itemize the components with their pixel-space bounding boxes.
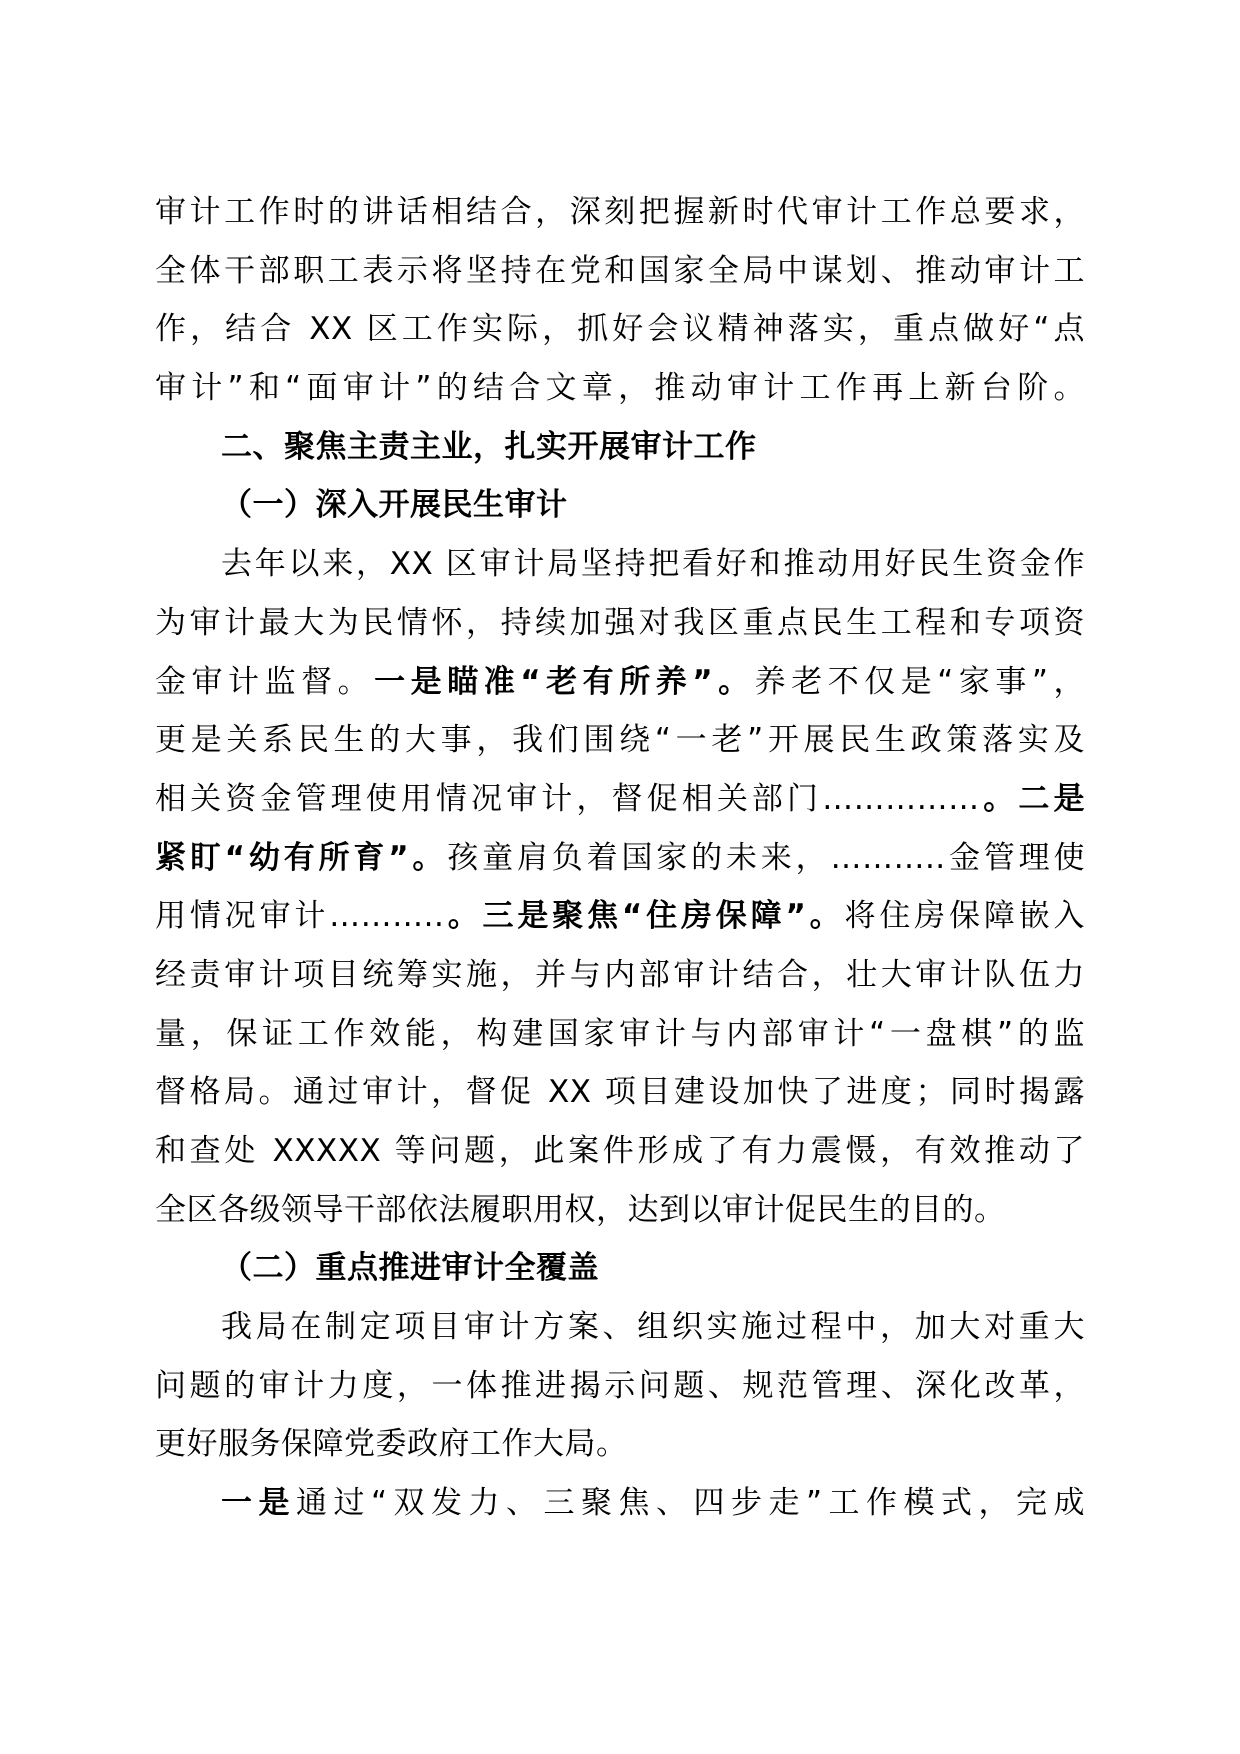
text-run: 更是关系民生的大事，我们围绕“一老”开展民生政策落实及 bbox=[155, 722, 1085, 759]
paragraph-line bbox=[155, 1122, 1085, 1181]
bold-text-run: 。二是 bbox=[979, 780, 1085, 817]
paragraph-line bbox=[155, 300, 1085, 359]
paragraph-line bbox=[155, 594, 1085, 653]
paragraph-line bbox=[155, 1415, 1085, 1474]
subsection-heading bbox=[155, 1239, 1085, 1298]
paragraph-line bbox=[155, 1005, 1085, 1064]
text-run: 全区各级领导干部依法履职用权，达到以审计促民生的目的。 bbox=[155, 1191, 1006, 1228]
paragraph-line bbox=[155, 1063, 1085, 1122]
paragraph-line bbox=[155, 829, 1085, 888]
text-run: 通过“双发力、三聚焦、四步走”工作模式，完成 bbox=[296, 1485, 1085, 1522]
subsection-heading bbox=[155, 476, 1085, 535]
text-run: 更好服务保障党委政府工作大局。 bbox=[155, 1426, 628, 1463]
text-run: 量，保证工作效能，构建国家审计与内部审计“一盘棋”的监 bbox=[155, 1015, 1085, 1052]
paragraph-line bbox=[155, 242, 1085, 301]
paragraph-line bbox=[155, 1474, 1085, 1533]
paragraph-line bbox=[155, 887, 1085, 946]
paragraph-line bbox=[155, 653, 1085, 712]
text-run: 作，结合 XX 区工作实际，抓好会议精神落实，重点做好“点 bbox=[155, 311, 1085, 348]
text-run: 全体干部职工表示将坚持在党和国家全局中谋划、推动审计工 bbox=[155, 252, 1085, 289]
document-body bbox=[155, 183, 1085, 1533]
text-run: 经责审计项目统筹实施，并与内部审计结合，壮大审计队伍力 bbox=[155, 956, 1085, 993]
heading-text: 二、聚焦主责主业，扎实开展审计工作 bbox=[221, 428, 757, 465]
text-run: 和查处 XXXXX 等问题，此案件形成了有力震慑，有效推动了 bbox=[155, 1133, 1085, 1169]
text-run: 孩童肩负着国家的未来，………..金管理使 bbox=[447, 839, 1085, 876]
text-run: 督格局。通过审计，督促 XX 项目建设加快了进度；同时揭露 bbox=[155, 1074, 1085, 1111]
text-run: 相关资金管理使用情况审计，督促相关部门…………… bbox=[155, 780, 980, 817]
text-run: 审计工作时的讲话相结合，深刻把握新时代审计工作总要求， bbox=[155, 194, 1085, 230]
text-run: 问题的审计力度，一体推进揭示问题、规范管理、深化改革， bbox=[155, 1367, 1085, 1404]
paragraph-line bbox=[155, 1298, 1085, 1357]
text-run: 审计”和“面审计”的结合文章，推动审计工作再上新台阶。 bbox=[155, 370, 1085, 407]
section-heading bbox=[155, 418, 1085, 477]
paragraph-line bbox=[155, 359, 1085, 418]
text-run: 用情况审计……….. bbox=[155, 898, 445, 935]
heading-text: （一）深入开展民生审计 bbox=[221, 487, 568, 524]
paragraph-line bbox=[155, 535, 1085, 594]
bold-text-run: 一是 bbox=[221, 1485, 296, 1522]
text-run: 去年以来，XX 区审计局坚持把看好和推动用好民生资金作 bbox=[221, 546, 1085, 583]
text-run: 金审计监督。 bbox=[155, 663, 375, 700]
text-run: 将住房保障嵌入 bbox=[844, 898, 1085, 935]
paragraph-line bbox=[155, 711, 1085, 770]
paragraph-line bbox=[155, 1357, 1085, 1416]
paragraph-line bbox=[155, 183, 1085, 242]
text-run: 为审计最大为民情怀，持续加强对我区重点民生工程和专项资 bbox=[155, 604, 1085, 641]
text-run: 我局在制定项目审计方案、组织实施过程中，加大对重大 bbox=[221, 1309, 1085, 1346]
paragraph-line bbox=[155, 770, 1085, 829]
paragraph-line bbox=[155, 946, 1085, 1005]
heading-text: （二）重点推进审计全覆盖 bbox=[221, 1250, 599, 1287]
bold-text-run: 一是瞄准“老有所养”。 bbox=[374, 663, 755, 700]
bold-text-run: 紧盯“幼有所育”。 bbox=[155, 839, 448, 876]
text-run: 养老不仅是“家事”， bbox=[754, 663, 1085, 700]
paragraph-line bbox=[155, 1181, 1085, 1240]
bold-text-run: 。三是聚焦“住房保障”。 bbox=[444, 898, 845, 935]
